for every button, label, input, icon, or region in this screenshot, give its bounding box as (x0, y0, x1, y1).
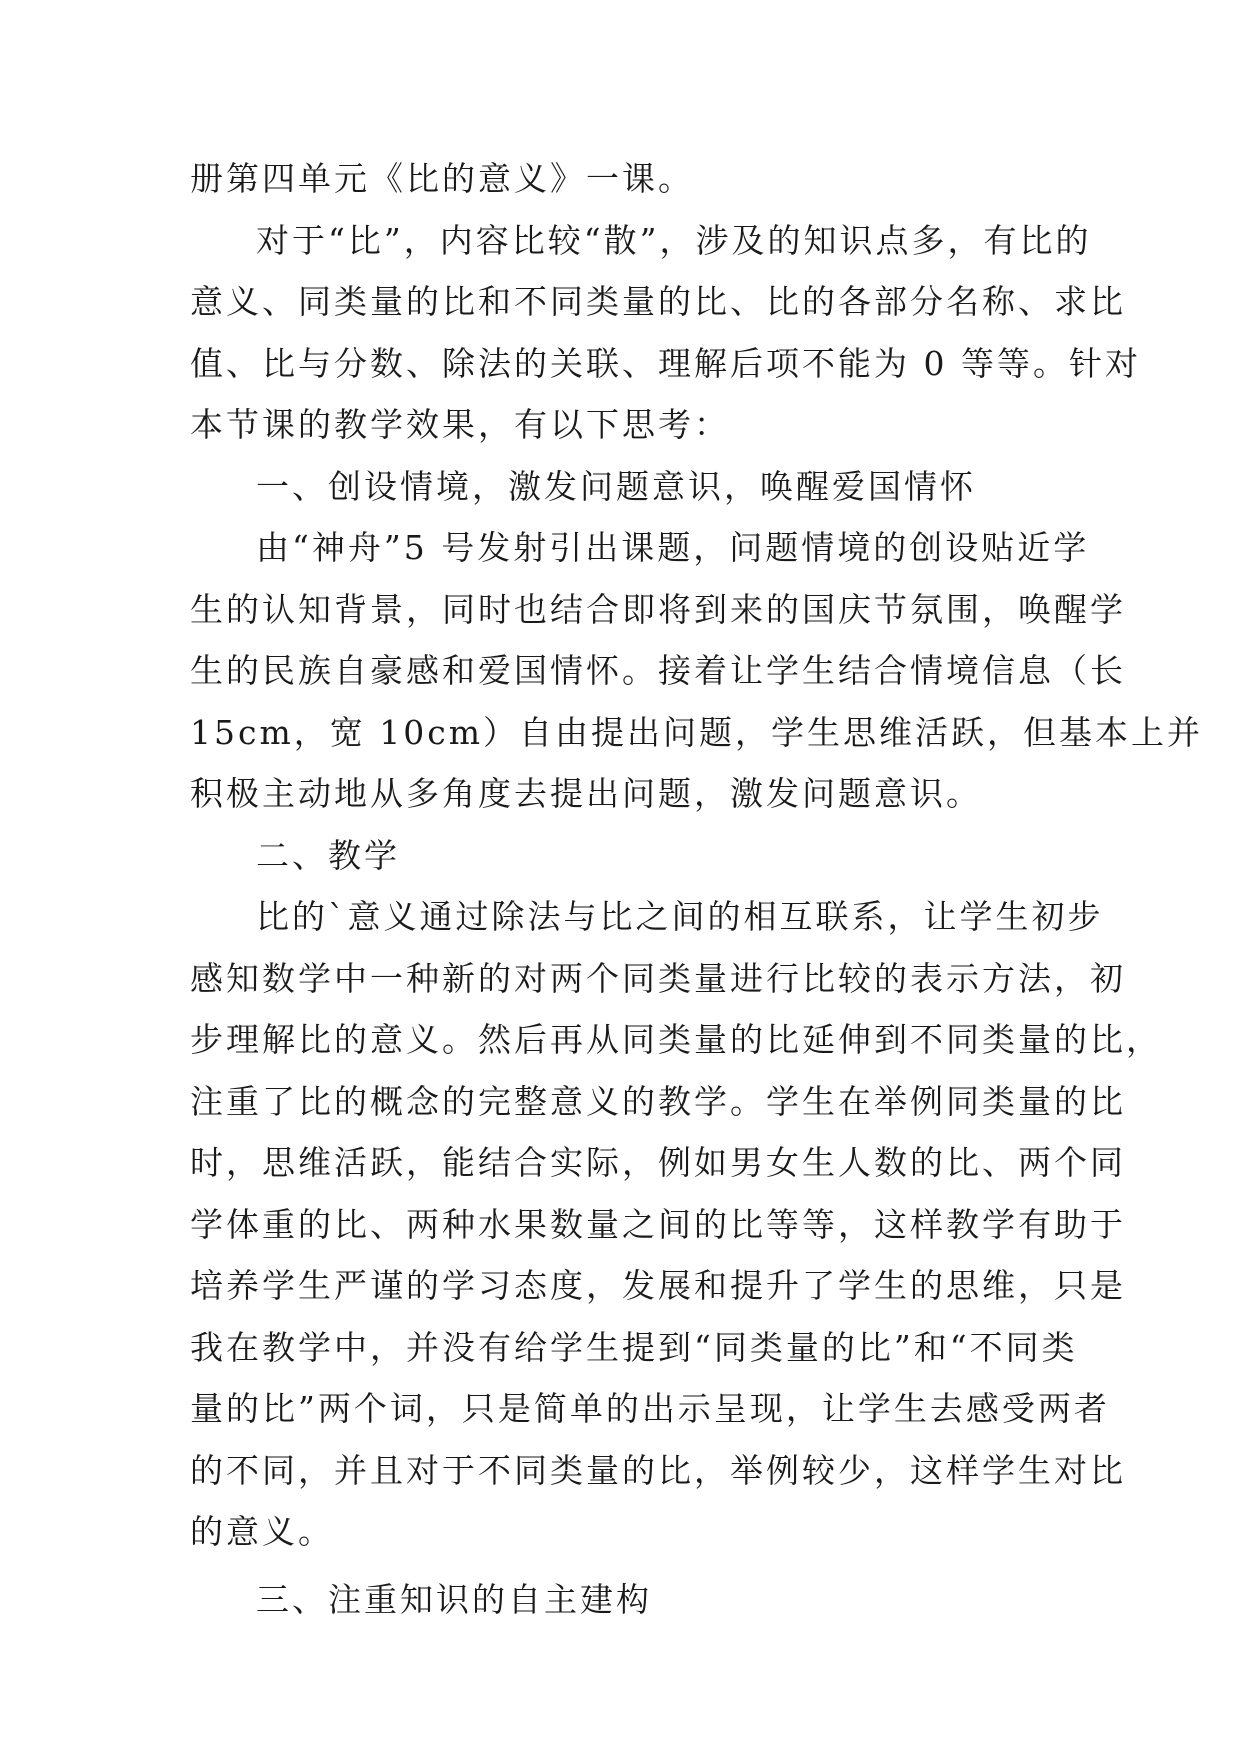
text-line: 生的民族自豪感和爱国情怀。接着让学生结合情境信息（长 (190, 651, 1126, 690)
text-line: 量的比”两个词，只是简单的出示呈现，让学生去感受两者 (190, 1389, 1110, 1428)
text-line: 值、比与分数、除法的关联、理解后项不能为 0 等等。针对 (190, 343, 1141, 383)
text-line: 生的认知背景，同时也结合即将到来的国庆节氛围，唤醒学 (190, 589, 1126, 629)
section-heading-1: 一、创设情境，激发问题意识，唤醒爱国情怀 (256, 466, 976, 506)
text-line: 感知数学中一种新的对两个同类量进行比较的表示方法，初 (190, 958, 1126, 998)
text-line: 积极主动地从多角度去提出问题，激发问题意识。 (190, 774, 982, 813)
paragraph-start: 由“神舟”5 号发射引出课题，问题情境的创设贴近学 (256, 528, 1090, 567)
text-line: 的意义。 (190, 1512, 334, 1551)
text-line: 意义、同类量的比和不同类量的比、比的各部分名称、求比 (190, 282, 1126, 321)
document-page (190, 148, 1204, 1630)
text-line: 15cm，宽 10cm）自由提出问题，学生思维活跃，但基本上并 (190, 712, 1204, 752)
section-heading-2: 二、教学 (256, 835, 400, 875)
text-line: 学体重的比、两种水果数量之间的比等等，这样教学有助于 (190, 1204, 1126, 1244)
text-line: 时，思维活跃，能结合实际，例如男女生人数的比、两个同 (190, 1143, 1126, 1182)
paragraph-start: 比的`意义通过除法与比之间的相互联系，让学生初步 (256, 897, 1104, 936)
text-line: 的不同，并且对于不同类量的比，举例较少，这样学生对比 (190, 1450, 1126, 1490)
text-line: 册第四单元《比的意义》一课。 (190, 159, 694, 198)
text-line: 培养学生严谨的学习态度，发展和提升了学生的思维，只是 (190, 1266, 1126, 1305)
text-line: 注重了比的概念的完整意义的教学。学生在举例同类量的比 (190, 1081, 1126, 1121)
paragraph-start: 对于“比”，内容比较“散”，涉及的知识点多，有比的 (256, 220, 1092, 260)
text-line: 本节课的教学效果，有以下思考： (190, 405, 730, 444)
text-line: 我在教学中，并没有给学生提到“同类量的比”和“不同类 (190, 1327, 1078, 1367)
text-line: 步理解比的意义。然后再从同类量的比延伸到不同类量的比， (190, 1020, 1162, 1059)
section-heading-3: 三、注重知识的自主建构 (256, 1579, 652, 1619)
